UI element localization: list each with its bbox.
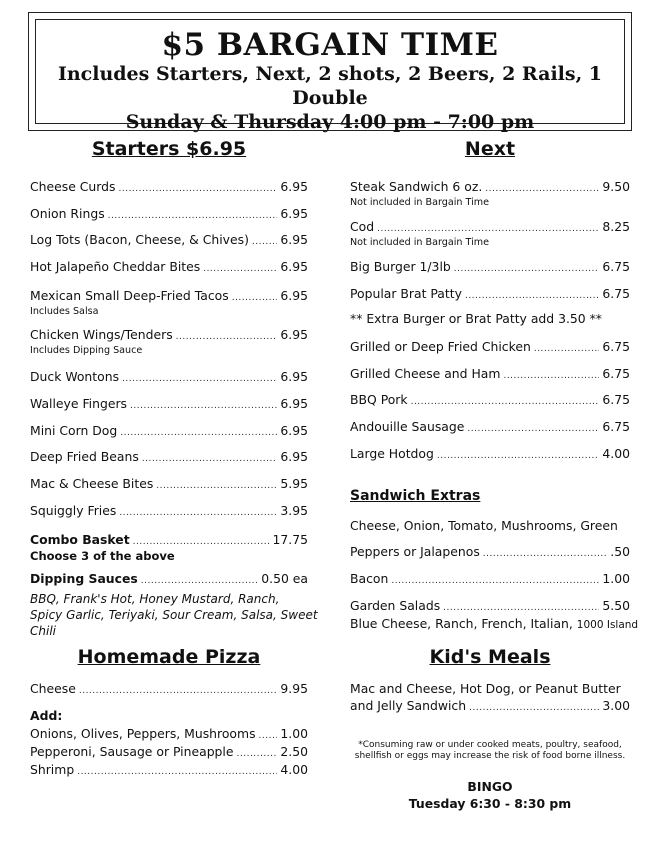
item-name: Cod	[350, 219, 375, 234]
dot-leader	[156, 476, 277, 494]
item-price: 0.50 ea	[261, 571, 308, 586]
dot-leader	[467, 419, 599, 437]
item-price: 6.75	[602, 286, 630, 301]
pizza-add-label: Add:	[30, 708, 63, 723]
item-price: 3.95	[280, 503, 308, 518]
dot-leader	[534, 339, 600, 357]
dot-leader	[443, 598, 599, 616]
dot-leader	[237, 744, 278, 762]
item-name: Dipping Sauces	[30, 571, 138, 586]
dot-leader	[465, 286, 599, 304]
dot-leader	[119, 503, 277, 521]
dot-leader	[454, 259, 600, 277]
dot-leader	[203, 259, 277, 277]
dot-leader	[130, 396, 277, 414]
next-heading: Next	[464, 138, 516, 160]
item-price: 6.75	[602, 392, 630, 407]
next-item	[350, 366, 630, 384]
item-price: 6.95	[280, 206, 308, 221]
item-name: Grilled or Deep Fried Chicken	[350, 339, 531, 354]
item-name: Combo Basket	[30, 532, 130, 547]
starter-item	[30, 503, 308, 521]
dot-leader	[133, 532, 270, 550]
bargain-includes: Includes Starters, Next, 2 shots, 2 Beers, 2 Rails, 1 Double	[57, 63, 603, 109]
next-item	[350, 286, 630, 304]
extras-item	[350, 571, 630, 589]
extras-item	[350, 598, 630, 616]
dipping-sauces	[30, 571, 318, 639]
item-price: 17.75	[272, 532, 308, 547]
item-name: Andouille Sausage	[350, 419, 465, 434]
item-name: Deep Fried Beans	[30, 449, 139, 464]
dot-leader	[469, 698, 599, 716]
pizza-add-item	[30, 726, 308, 744]
item-name: Grilled Cheese and Ham	[350, 366, 501, 381]
dot-leader	[437, 446, 600, 464]
dot-leader	[120, 423, 277, 441]
pizza-add-item	[30, 744, 308, 762]
item-price: 5.95	[280, 476, 308, 491]
item-name: Shrimp	[30, 762, 75, 777]
dot-leader	[485, 179, 599, 197]
bingo-time: Tuesday 6:30 - 8:30 pm	[408, 796, 572, 811]
item-price: 3.00	[602, 698, 630, 713]
item-name: Chicken Wings/Tenders	[30, 327, 173, 342]
starter-item	[30, 327, 308, 356]
item-price: 6.75	[602, 366, 630, 381]
item-name: Mexican Small Deep-Fried Tacos	[30, 288, 229, 303]
dot-leader	[77, 762, 277, 780]
sauce-list-line: Spicy Garlic, Teriyaki, Sour Cream, Salsa, Sweet	[30, 608, 318, 622]
item-note: Includes Salsa	[30, 306, 99, 317]
sauce-list-line: BBQ, Frank's Hot, Honey Mustard, Ranch,	[30, 592, 280, 606]
dot-leader	[391, 571, 599, 589]
menu-title: $5 BARGAIN TIME	[161, 27, 499, 63]
bingo-label: BINGO	[467, 779, 513, 794]
starter-item	[30, 232, 308, 250]
dressings-list-small: 1000 Island	[576, 619, 639, 631]
pizza-add-item	[30, 762, 308, 780]
item-name: Bacon	[350, 571, 389, 586]
item-price: 5.50	[602, 598, 630, 613]
item-name: Mac & Cheese Bites	[30, 476, 154, 491]
next-item	[350, 259, 630, 277]
item-name: Steak Sandwich 6 oz.	[350, 179, 483, 194]
item-price: 6.95	[280, 449, 308, 464]
left-column	[30, 0, 318, 844]
item-price: 1.00	[602, 571, 630, 586]
item-name: Hot Jalapeño Cheddar Bites	[30, 259, 201, 274]
item-name: Pepperoni, Sausage or Pineapple	[30, 744, 234, 759]
item-price: 6.95	[280, 259, 308, 274]
item-name: Large Hotdog	[350, 446, 434, 461]
item-name: Onions, Olives, Peppers, Mushrooms	[30, 726, 256, 741]
starter-item	[30, 396, 308, 414]
starter-item	[30, 423, 308, 441]
item-price: 6.95	[280, 423, 308, 438]
item-price: 6.95	[280, 369, 308, 384]
kids-line: Mac and Cheese, Hot Dog, or Peanut Butter	[350, 681, 621, 696]
dot-leader	[411, 392, 600, 410]
dot-leader	[79, 681, 278, 699]
dot-leader	[232, 288, 278, 306]
item-name: Cheese Curds	[30, 179, 116, 194]
right-column	[350, 0, 639, 844]
starter-item	[30, 449, 308, 467]
next-item	[350, 179, 630, 208]
item-note: Not included in Bargain Time	[350, 237, 490, 248]
item-name: BBQ Pork	[350, 392, 408, 407]
item-price: 6.75	[602, 259, 630, 274]
extras-line: Cheese, Onion, Tomato, Mushrooms, Green	[350, 518, 618, 533]
starter-item	[30, 179, 308, 197]
extras-item	[350, 544, 630, 562]
dressings-line	[350, 616, 639, 633]
item-name: Duck Wontons	[30, 369, 120, 384]
item-price: .50	[610, 544, 630, 559]
item-name: Onion Rings	[30, 206, 105, 221]
item-name: Walleye Fingers	[30, 396, 128, 411]
item-name: Garden Salads	[350, 598, 441, 613]
item-name: Cheese	[30, 681, 76, 696]
item-name: Mini Corn Dog	[30, 423, 118, 438]
item-name: Big Burger 1/3lb	[350, 259, 451, 274]
starter-item	[30, 259, 308, 277]
dot-leader	[483, 544, 608, 562]
item-name: Popular Brat Patty	[350, 286, 462, 301]
item-price: 6.95	[280, 179, 308, 194]
next-item	[350, 446, 630, 464]
item-price: 6.95	[280, 288, 308, 303]
next-item	[350, 392, 630, 410]
next-item	[350, 419, 630, 437]
item-note: Includes Dipping Sauce	[30, 345, 143, 356]
bargain-schedule: Sunday & Thursday 4:00 pm - 7:00 pm	[125, 111, 535, 133]
item-price: 4.00	[602, 446, 630, 461]
item-price: 4.00	[280, 762, 308, 777]
pizza-item	[30, 681, 308, 699]
dot-leader	[122, 369, 277, 387]
item-price: 6.95	[280, 396, 308, 411]
item-price: 2.50	[280, 744, 308, 759]
item-price: 6.95	[280, 327, 308, 342]
next-item	[350, 219, 630, 248]
item-price: 1.00	[280, 726, 308, 741]
dot-leader	[142, 449, 278, 467]
next-item	[350, 339, 630, 357]
item-price: 6.75	[602, 419, 630, 434]
dot-leader	[503, 366, 599, 384]
item-price: 9.50	[602, 179, 630, 194]
dot-leader	[377, 219, 599, 237]
starter-item	[30, 288, 308, 317]
item-name: and Jelly Sandwich	[350, 698, 467, 713]
pizza-heading: Homemade Pizza	[77, 646, 261, 668]
dot-leader	[252, 232, 277, 250]
dot-leader	[141, 571, 258, 589]
dressings-list: Blue Cheese, Ranch, French, Italian,	[350, 616, 573, 631]
warning-line: *Consuming raw or under cooked meats, poultry, seafood,	[358, 740, 622, 750]
item-price: 6.75	[602, 339, 630, 354]
starter-item	[30, 369, 308, 387]
item-name: Peppers or Jalapenos	[350, 544, 480, 559]
combo-basket	[30, 532, 308, 563]
combo-note: Choose 3 of the above	[30, 549, 175, 563]
starters-heading: Starters $6.95	[91, 138, 247, 160]
item-price: 8.25	[602, 219, 630, 234]
food-safety-warning	[350, 740, 630, 762]
bingo-block	[350, 778, 630, 812]
dot-leader	[118, 179, 277, 197]
starter-item	[30, 206, 308, 224]
item-name: Log Tots (Bacon, Cheese, & Chives)	[30, 232, 249, 247]
sandwich-extras-heading: Sandwich Extras	[350, 488, 481, 504]
dot-leader	[176, 327, 278, 345]
dot-leader	[259, 726, 278, 744]
kids-item	[350, 698, 630, 716]
dot-leader	[108, 206, 278, 224]
sauce-list-line: Chili	[30, 624, 56, 638]
item-price: 6.95	[280, 232, 308, 247]
item-name: Squiggly Fries	[30, 503, 117, 518]
item-note: Not included in Bargain Time	[350, 197, 490, 208]
extra-patty-note: ** Extra Burger or Brat Patty add 3.50 **	[350, 311, 602, 326]
warning-line: shellfish or eggs may increase the risk of food borne illness.	[354, 751, 626, 761]
starter-item	[30, 476, 308, 494]
kids-heading: Kid's Meals	[429, 646, 551, 668]
item-price: 9.95	[280, 681, 308, 696]
